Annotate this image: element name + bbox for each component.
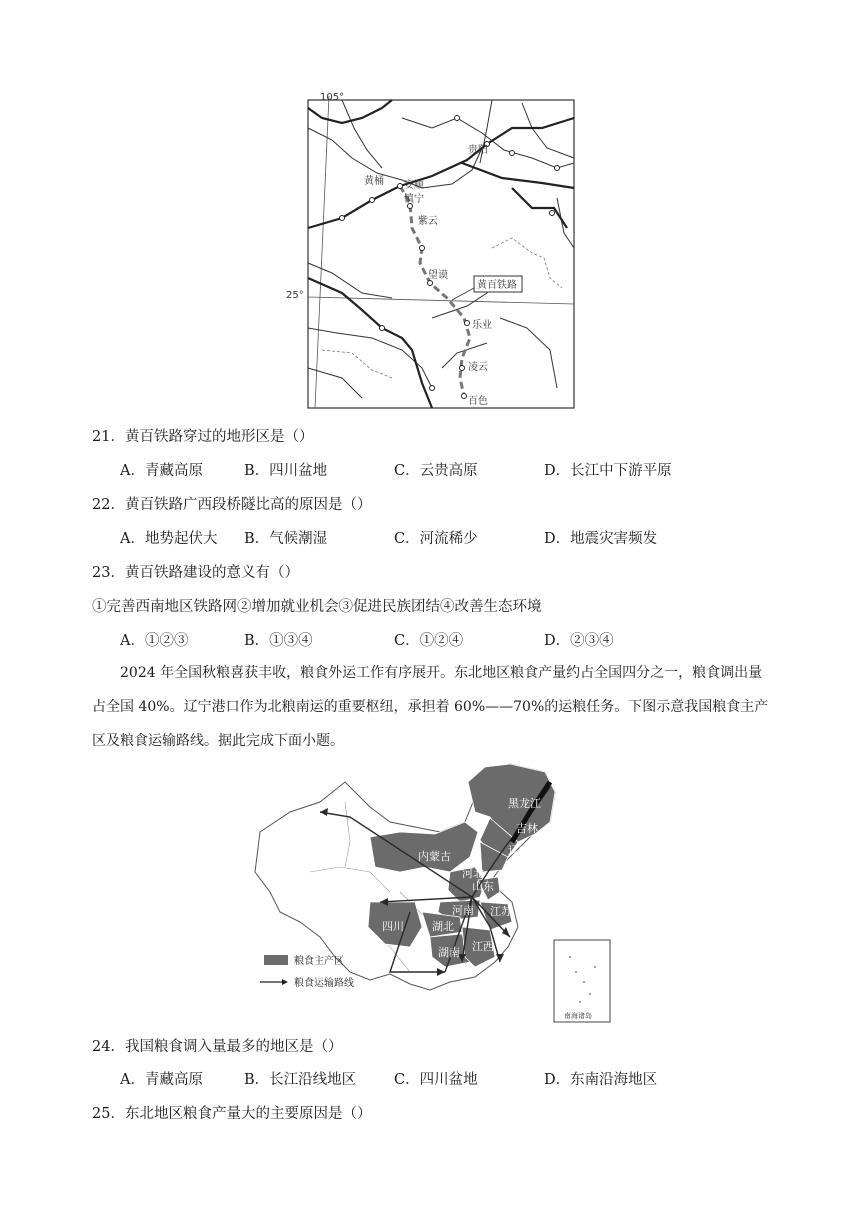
q24-option-c[interactable]: C．四川盆地	[394, 1072, 478, 1088]
province-henan: 河南	[452, 904, 474, 917]
q22-option-d[interactable]: D．地震灾害频发	[544, 531, 658, 547]
railway-callout: 黄百铁路	[477, 280, 517, 291]
q22-option-a[interactable]: A．地势起伏大	[120, 531, 218, 547]
province-heilongjiang: 黑龙江	[508, 797, 541, 810]
place-guiyang: 贵阳	[468, 145, 488, 156]
q21-option-b[interactable]: B．四川盆地	[244, 463, 328, 479]
place-baise: 百色	[468, 396, 488, 407]
q21-option-c[interactable]: C．云贵高原	[394, 463, 478, 479]
q24-option-b[interactable]: B．长江沿线地区	[244, 1072, 357, 1088]
place-zhenning: 镇宁	[404, 194, 424, 205]
province-shandong: 山东	[472, 880, 494, 893]
china-grain-map	[250, 762, 618, 1024]
q23-option-d[interactable]: D．②③④	[544, 633, 614, 649]
q24-option-d[interactable]: D．东南沿海地区	[544, 1072, 658, 1088]
south-china-sea-inset	[554, 940, 610, 1022]
question-22-stem: 22．黄百铁路广西段桥隧比高的原因是（）	[92, 497, 372, 513]
q21-option-d[interactable]: D．长江中下游平原	[544, 463, 672, 479]
province-hubei: 湖北	[432, 920, 454, 933]
question-25-stem: 25．东北地区粮食产量大的主要原因是（）	[92, 1106, 372, 1122]
q24-option-a[interactable]: A．青藏高原	[120, 1072, 203, 1088]
inset-label: 南海诸岛	[564, 1012, 592, 1020]
province-neimenggu: 内蒙古	[418, 850, 451, 863]
legend-area-label: 粮食主产区	[294, 956, 344, 967]
place-wangmo: 望谟	[428, 270, 448, 281]
province-jiangsu: 江苏	[490, 905, 512, 918]
lon-label: 105°	[320, 92, 345, 103]
question-23-statements: ①完善西南地区铁路网②增加就业机会③促进民族团结④改善生态环境	[92, 599, 542, 615]
lat-label: 25°	[286, 290, 304, 301]
province-liaoning: 辽宁	[508, 844, 530, 857]
question-23-stem: 23．黄百铁路建设的意义有（）	[92, 565, 299, 581]
question-24-stem: 24．我国粮食调入量最多的地区是（）	[92, 1039, 343, 1055]
province-hunan: 湖南	[438, 946, 460, 959]
passage: 2024 年全国秋粮喜获丰收，粮食外运工作有序展开。东北地区粮食产量约占全国四分之一，粮食调出量占全国 40%。辽宁港口作为北粮南运的重要枢纽，承担着 60%——70%的运粮任务。下图示意我国粮食主产区及粮食运输路线。据此完成下面小题。	[92, 665, 769, 749]
q23-option-c[interactable]: C．①②④	[394, 633, 464, 649]
province-jilin: 吉林	[516, 822, 538, 835]
legend-route-label: 粮食运输路线	[294, 978, 354, 989]
q23-option-b[interactable]: B．①③④	[244, 633, 313, 649]
q21-option-a[interactable]: A．青藏高原	[120, 463, 203, 479]
place-leye: 乐业	[472, 320, 492, 331]
question-21-stem: 21．黄百铁路穿过的地形区是（）	[92, 429, 314, 445]
place-huangtong: 黄桶	[364, 176, 384, 187]
q22-option-c[interactable]: C．河流稀少	[394, 531, 478, 547]
railway-map	[282, 88, 577, 412]
q23-option-a[interactable]: A．①②③	[120, 633, 189, 649]
railway-map-svg	[282, 88, 577, 412]
place-lingyun: 凌云	[468, 362, 488, 373]
legend-area-swatch	[264, 955, 288, 965]
province-hebei: 河北	[462, 867, 484, 880]
china-grain-map-svg	[250, 762, 618, 1024]
place-ziyun: 紫云	[418, 216, 438, 227]
province-jiangxi: 江西	[472, 940, 494, 953]
q22-option-b[interactable]: B．气候潮湿	[244, 531, 328, 547]
place-anshun: 安顺	[404, 180, 424, 191]
province-sichuan: 四川	[382, 920, 404, 933]
